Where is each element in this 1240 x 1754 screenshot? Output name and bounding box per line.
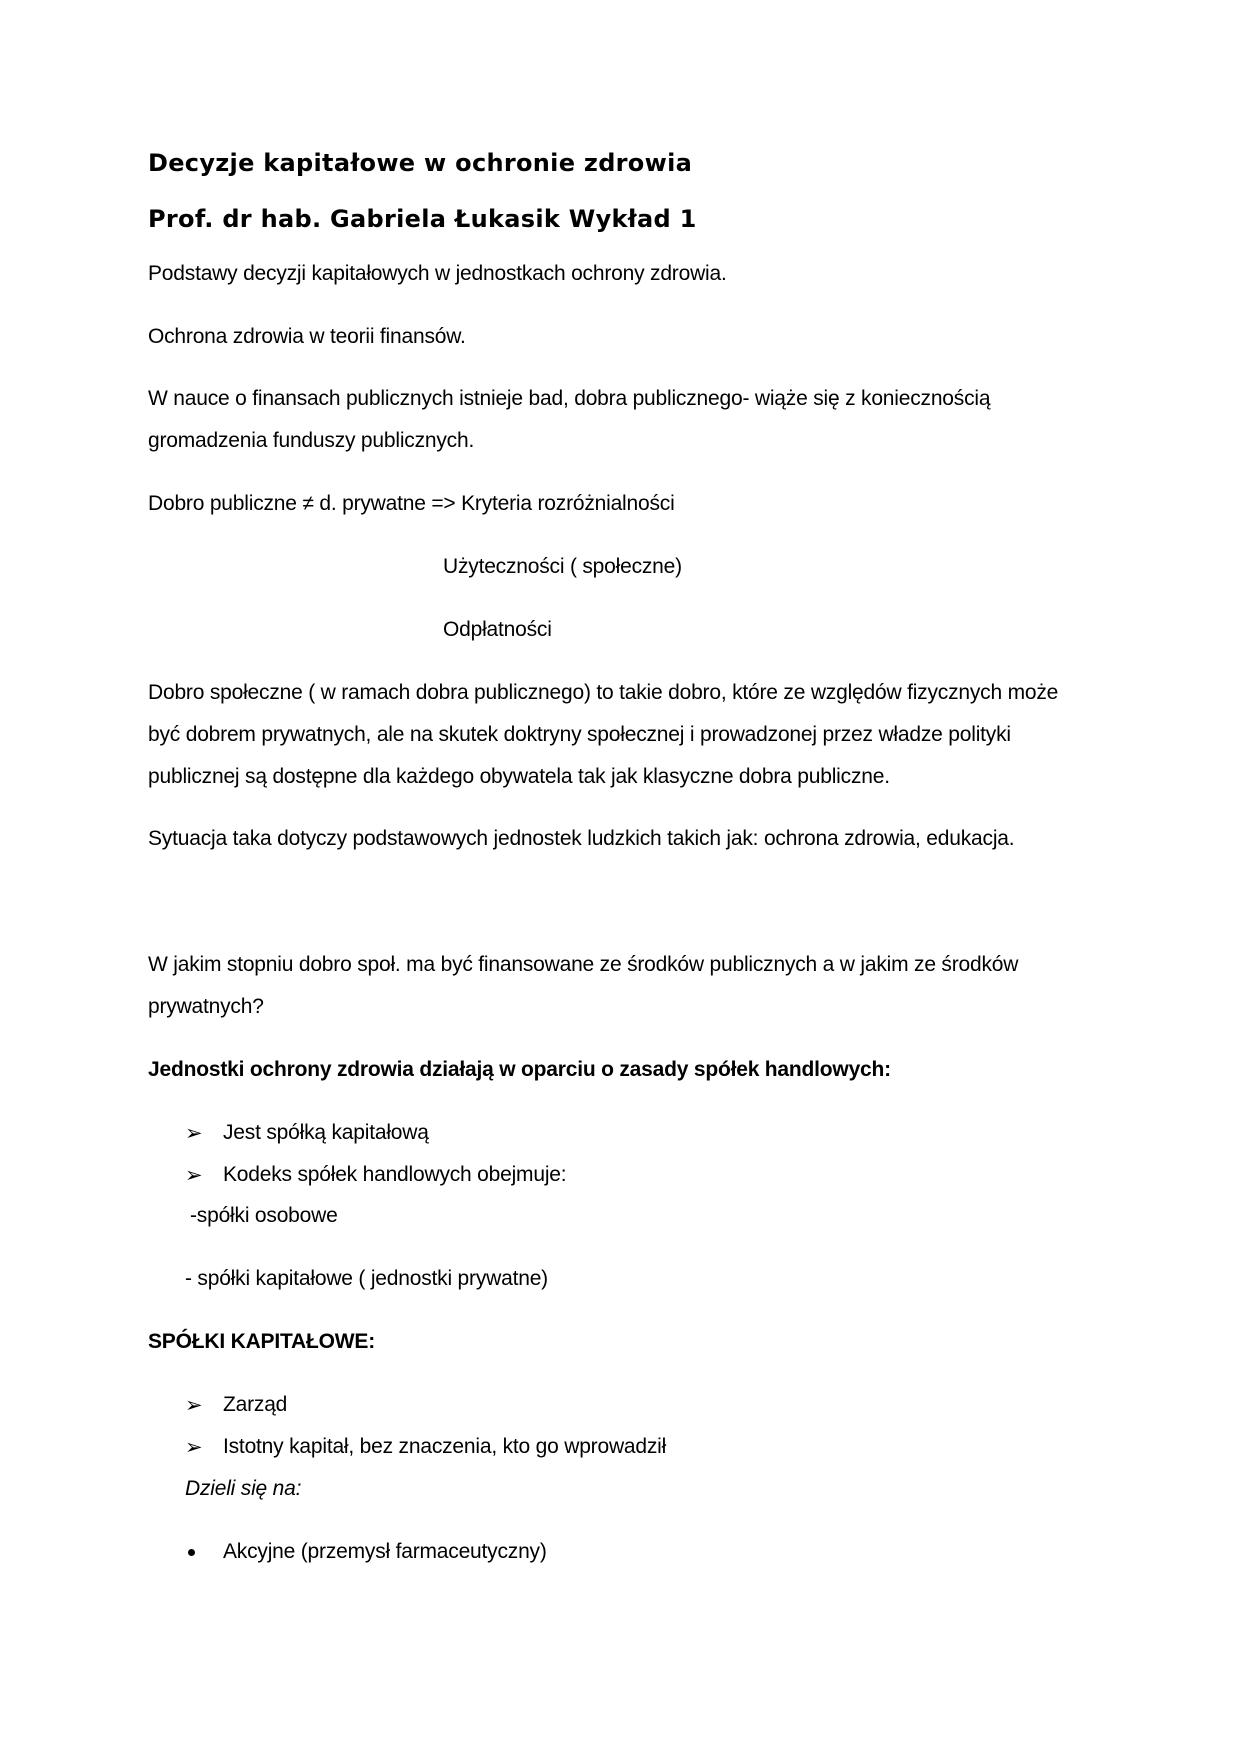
paragraph: Podstawy decyzji kapitałowych w jednostkach ochrony zdrowia. [148, 262, 727, 285]
paragraph-line: W nauce o finansach publicznych istnieje bad, dobra publicznego- wiąże się z koniecznością [148, 387, 991, 410]
document-title: Decyzje kapitałowe w ochronie zdrowia [148, 149, 693, 177]
list-item: Istotny kapitał, bez znaczenia, kto go wprowadził [223, 1435, 667, 1458]
section-heading: SPÓŁKI KAPITAŁOWE: [148, 1330, 376, 1353]
document-subtitle: Prof. dr hab. Gabriela Łukasik Wykład 1 [148, 205, 697, 233]
paragraph: Ochrona zdrowia w teorii finansów. [148, 325, 466, 348]
bullet-dot-icon [188, 1549, 195, 1556]
criteria-item: Odpłatności [443, 618, 552, 641]
paragraph-line: W jakim stopniu dobro społ. ma być finansowane ze środków publicznych a w jakim ze środków [148, 953, 1019, 976]
sub-item: -spółki osobowe [190, 1204, 338, 1227]
paragraph-line: Dobro społeczne ( w ramach dobra publicznego) to takie dobro, które ze względów fizycznych może [148, 681, 1059, 704]
paragraph-line: prywatnych? [148, 995, 264, 1018]
note: Dzieli się na: [185, 1477, 302, 1500]
paragraph: Dobro publiczne ≠ d. prywatne => Kryteria rozróżnialności [148, 492, 675, 515]
arrow-bullet-icon: ➢ [185, 1435, 203, 1459]
sub-item: - spółki kapitałowe ( jednostki prywatne) [185, 1267, 548, 1290]
list-item: Akcyjne (przemysł farmaceutyczny) [223, 1540, 547, 1563]
arrow-bullet-icon: ➢ [185, 1393, 203, 1417]
paragraph-line: być dobrem prywatnych, ale na skutek doktryny społecznej i prowadzonej przez władze polityki [148, 723, 1011, 746]
arrow-bullet-icon: ➢ [185, 1121, 203, 1145]
arrow-bullet-icon: ➢ [185, 1163, 203, 1187]
paragraph-line: gromadzenia funduszy publicznych. [148, 429, 475, 452]
list-item: Kodeks spółek handlowych obejmuje: [223, 1163, 567, 1186]
paragraph: Sytuacja taka dotyczy podstawowych jednostek ludzkich takich jak: ochrona zdrowia, edukacja. [148, 827, 1015, 850]
list-item: Zarząd [223, 1393, 288, 1416]
paragraph-line: publicznej są dostępne dla każdego obywatela tak jak klasyczne dobra publiczne. [148, 765, 890, 788]
section-heading: Jednostki ochrony zdrowia działają w oparciu o zasady spółek handlowych: [148, 1058, 891, 1081]
criteria-item: Użyteczności ( społeczne) [443, 555, 682, 578]
list-item: Jest spółką kapitałową [223, 1121, 429, 1144]
